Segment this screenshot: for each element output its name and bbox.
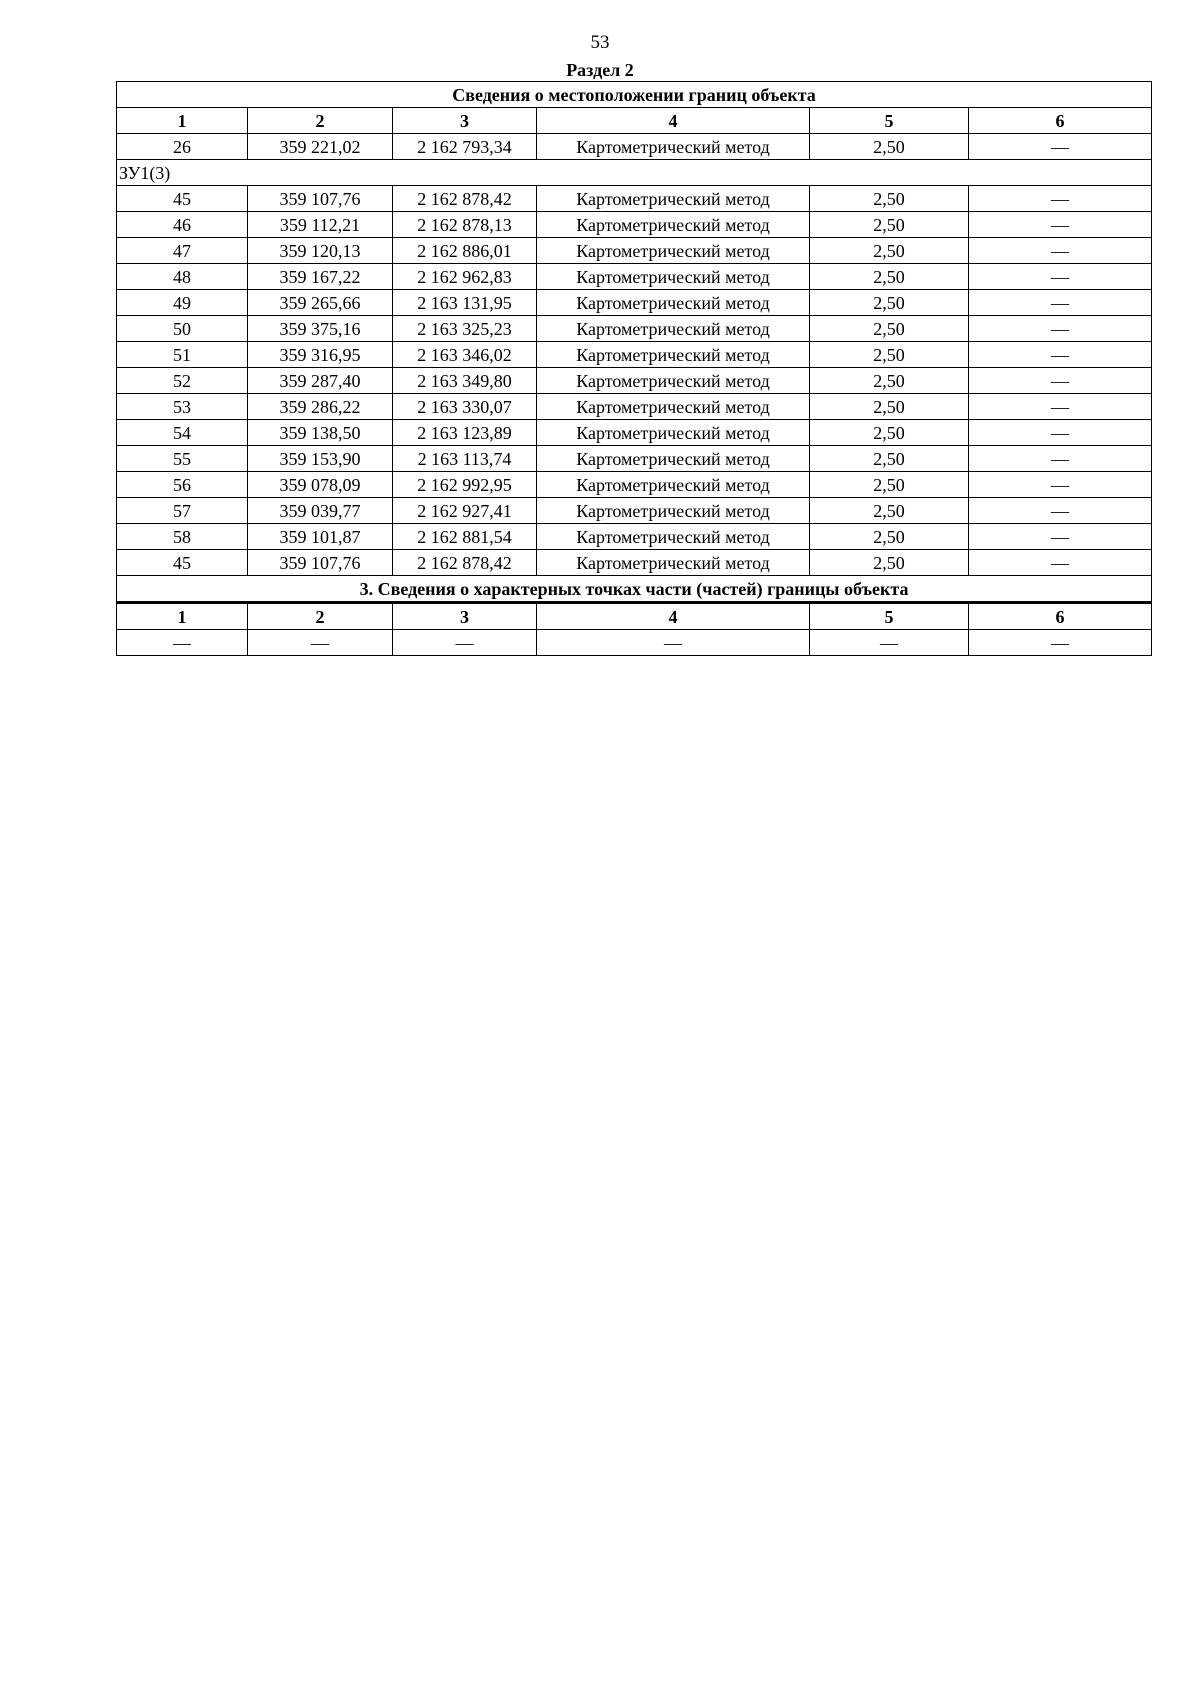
table-row	[117, 446, 1152, 472]
table-row	[117, 134, 1152, 160]
table-row	[117, 290, 1152, 316]
table-cell-col5: 2,50	[810, 446, 969, 472]
table-title-row	[117, 82, 1152, 108]
subsection-cell-col5: —	[810, 630, 969, 656]
subsection-cell-col1: —	[117, 630, 248, 656]
table-cell-col2: 359 265,66	[248, 290, 393, 316]
column-header-5: 5	[810, 108, 969, 134]
table-cell-col3: 2 163 349,80	[393, 368, 537, 394]
table-cell-col5: 2,50	[810, 238, 969, 264]
subsection-column-header-6: 6	[969, 603, 1152, 630]
table-cell-col2: 359 138,50	[248, 420, 393, 446]
group-label: ЗУ1(3)	[117, 160, 1152, 186]
table-cell-col4: Картометрический метод	[537, 290, 810, 316]
column-header-row	[117, 108, 1152, 134]
column-header-6: 6	[969, 108, 1152, 134]
table-cell-col4: Картометрический метод	[537, 394, 810, 420]
subsection-column-header-2: 2	[248, 603, 393, 630]
table-cell-col2: 359 039,77	[248, 498, 393, 524]
table-cell-col3: 2 163 325,23	[393, 316, 537, 342]
table-cell-col5: 2,50	[810, 368, 969, 394]
table-cell-col5: 2,50	[810, 420, 969, 446]
table-row	[117, 550, 1152, 576]
subsection-cell-col3: —	[393, 630, 537, 656]
table-cell-col6: —	[969, 342, 1152, 368]
table-cell-col2: 359 221,02	[248, 134, 393, 160]
table-cell-col1: 53	[117, 394, 248, 420]
table-row	[117, 498, 1152, 524]
table-cell-col5: 2,50	[810, 394, 969, 420]
table-cell-col2: 359 286,22	[248, 394, 393, 420]
table-cell-col3: 2 162 878,13	[393, 212, 537, 238]
table-cell-col2: 359 107,76	[248, 186, 393, 212]
table-cell-col1: 54	[117, 420, 248, 446]
page-number: 53	[590, 32, 610, 53]
column-header-2: 2	[248, 108, 393, 134]
column-header-4: 4	[537, 108, 810, 134]
table-row	[117, 264, 1152, 290]
table-cell-col2: 359 375,16	[248, 316, 393, 342]
table-cell-col6: —	[969, 498, 1152, 524]
table-cell-col4: Картометрический метод	[537, 446, 810, 472]
table-cell-col3: 2 162 793,34	[393, 134, 537, 160]
table-cell-col3: 2 162 927,41	[393, 498, 537, 524]
table-cell-col3: 2 162 881,54	[393, 524, 537, 550]
table-cell-col5: 2,50	[810, 550, 969, 576]
table-cell-col3: 2 162 886,01	[393, 238, 537, 264]
table-cell-col3: 2 163 113,74	[393, 446, 537, 472]
table-cell-col6: —	[969, 186, 1152, 212]
table-cell-col5: 2,50	[810, 264, 969, 290]
table-cell-col6: —	[969, 472, 1152, 498]
table-cell-col1: 56	[117, 472, 248, 498]
table-cell-col4: Картометрический метод	[537, 420, 810, 446]
table-cell-col6: —	[969, 420, 1152, 446]
table-cell-col3: 2 162 992,95	[393, 472, 537, 498]
table-cell-col3: 2 163 123,89	[393, 420, 537, 446]
table-row	[117, 212, 1152, 238]
table-cell-col5: 2,50	[810, 212, 969, 238]
table-cell-col5: 2,50	[810, 316, 969, 342]
subsection-title: 3. Сведения о характерных точках части (частей) границы объекта	[117, 576, 1152, 603]
table-row	[117, 420, 1152, 446]
table-cell-col4: Картометрический метод	[537, 550, 810, 576]
boundary-coordinates-table	[116, 81, 1152, 656]
table-cell-col3: 2 163 346,02	[393, 342, 537, 368]
table-cell-col6: —	[969, 446, 1152, 472]
table-cell-col6: —	[969, 290, 1152, 316]
table-cell-col5: 2,50	[810, 290, 969, 316]
column-header-3: 3	[393, 108, 537, 134]
table-cell-col6: —	[969, 550, 1152, 576]
table-cell-col1: 58	[117, 524, 248, 550]
table-cell-col2: 359 107,76	[248, 550, 393, 576]
group-label-row	[117, 160, 1152, 186]
table-cell-col4: Картометрический метод	[537, 316, 810, 342]
subsection-cell-col2: —	[248, 630, 393, 656]
table-cell-col1: 47	[117, 238, 248, 264]
column-header-1: 1	[117, 108, 248, 134]
table-cell-col3: 2 162 878,42	[393, 550, 537, 576]
section-title: Раздел 2	[566, 60, 634, 80]
table-cell-col1: 45	[117, 186, 248, 212]
table-cell-col3: 2 162 962,83	[393, 264, 537, 290]
table-cell-col1: 57	[117, 498, 248, 524]
table-cell-col4: Картометрический метод	[537, 264, 810, 290]
table-cell-col5: 2,50	[810, 134, 969, 160]
table-cell-col2: 359 316,95	[248, 342, 393, 368]
table-cell-col2: 359 287,40	[248, 368, 393, 394]
table-row	[117, 368, 1152, 394]
table-row	[117, 316, 1152, 342]
table-cell-col2: 359 120,13	[248, 238, 393, 264]
table-cell-col4: Картометрический метод	[537, 342, 810, 368]
table-cell-col5: 2,50	[810, 472, 969, 498]
table-row	[117, 630, 1152, 656]
table-cell-col4: Картометрический метод	[537, 498, 810, 524]
table-cell-col4: Картометрический метод	[537, 524, 810, 550]
table-cell-col2: 359 078,09	[248, 472, 393, 498]
subsection-column-header-5: 5	[810, 603, 969, 630]
table-cell-col6: —	[969, 524, 1152, 550]
table-cell-col6: —	[969, 368, 1152, 394]
table-cell-col4: Картометрический метод	[537, 212, 810, 238]
table-cell-col3: 2 163 330,07	[393, 394, 537, 420]
table-cell-col4: Картометрический метод	[537, 134, 810, 160]
table-row	[117, 524, 1152, 550]
table-cell-col1: 46	[117, 212, 248, 238]
table-cell-col6: —	[969, 134, 1152, 160]
table-cell-col3: 2 162 878,42	[393, 186, 537, 212]
table-cell-col5: 2,50	[810, 342, 969, 368]
table-cell-col4: Картометрический метод	[537, 368, 810, 394]
table-title: Сведения о местоположении границ объекта	[117, 82, 1152, 108]
table-cell-col1: 45	[117, 550, 248, 576]
table-cell-col2: 359 167,22	[248, 264, 393, 290]
table-cell-col4: Картометрический метод	[537, 238, 810, 264]
table-cell-col5: 2,50	[810, 186, 969, 212]
table-cell-col5: 2,50	[810, 524, 969, 550]
subsection-title-row	[117, 576, 1152, 603]
table-cell-col6: —	[969, 212, 1152, 238]
table-cell-col2: 359 153,90	[248, 446, 393, 472]
table-cell-col1: 52	[117, 368, 248, 394]
table-cell-col4: Картометрический метод	[537, 472, 810, 498]
table-row	[117, 186, 1152, 212]
subsection-header-row	[117, 603, 1152, 630]
subsection-column-header-4: 4	[537, 603, 810, 630]
table-cell-col2: 359 112,21	[248, 212, 393, 238]
table-cell-col1: 50	[117, 316, 248, 342]
table-cell-col6: —	[969, 316, 1152, 342]
table-cell-col6: —	[969, 238, 1152, 264]
table-cell-col1: 49	[117, 290, 248, 316]
table-cell-col1: 55	[117, 446, 248, 472]
table-row	[117, 342, 1152, 368]
table-row	[117, 472, 1152, 498]
table-row	[117, 238, 1152, 264]
table-cell-col4: Картометрический метод	[537, 186, 810, 212]
subsection-column-header-1: 1	[117, 603, 248, 630]
table-cell-col3: 2 163 131,95	[393, 290, 537, 316]
table-cell-col6: —	[969, 264, 1152, 290]
table-cell-col5: 2,50	[810, 498, 969, 524]
table-cell-col6: —	[969, 394, 1152, 420]
table-cell-col2: 359 101,87	[248, 524, 393, 550]
subsection-cell-col6: —	[969, 630, 1152, 656]
subsection-column-header-3: 3	[393, 603, 537, 630]
table-cell-col1: 26	[117, 134, 248, 160]
subsection-cell-col4: —	[537, 630, 810, 656]
table-cell-col1: 51	[117, 342, 248, 368]
table-row	[117, 394, 1152, 420]
table-body	[117, 82, 1152, 656]
table-cell-col1: 48	[117, 264, 248, 290]
